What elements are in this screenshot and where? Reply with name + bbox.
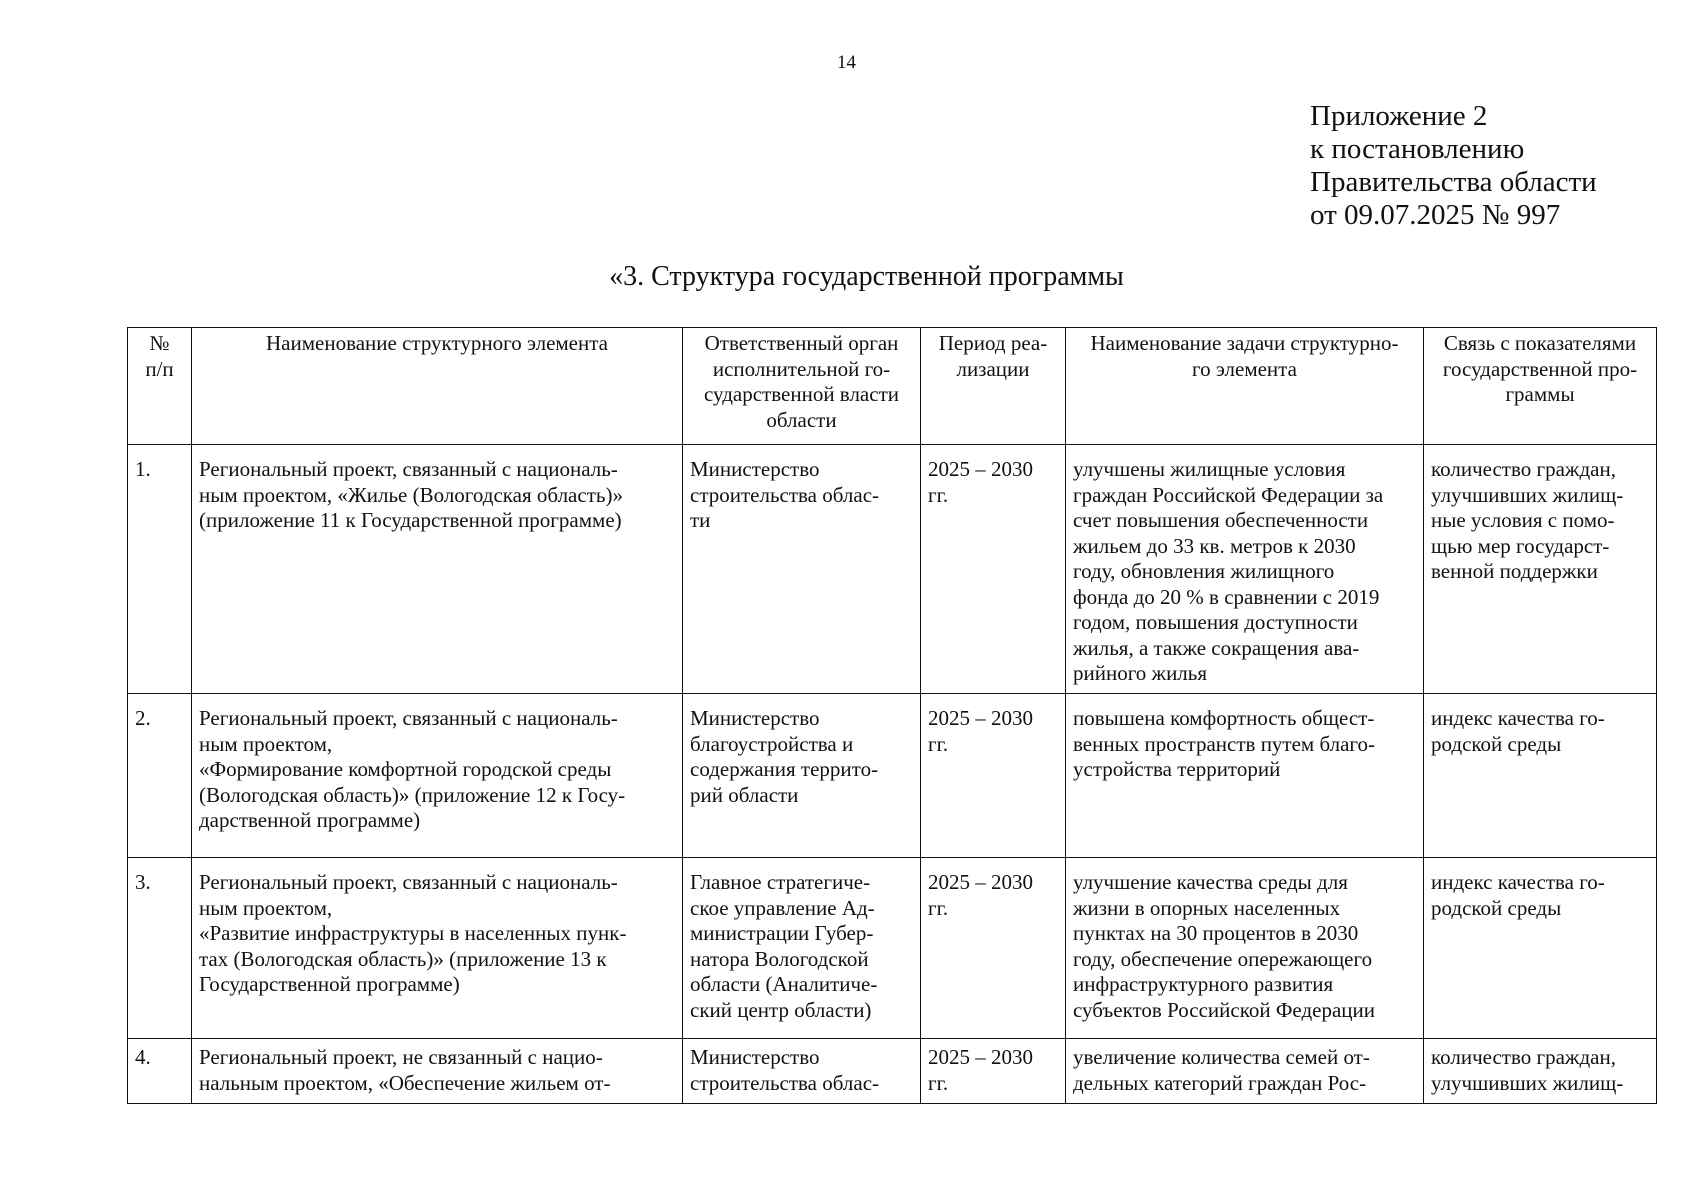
section-title: «3. Структура государственной программы — [609, 261, 1124, 292]
header-num — [128, 328, 192, 445]
row-task-text: увеличение количества семей от- дельных категорий граждан Рос- — [1073, 1045, 1370, 1095]
row-task — [1066, 445, 1424, 694]
table-row — [128, 1039, 1657, 1104]
row-period-text: 2025 – 2030 гг. — [928, 457, 1033, 507]
row-element — [192, 445, 683, 694]
row-authority — [683, 1039, 921, 1104]
row-indicators — [1424, 694, 1657, 858]
row-period — [921, 694, 1066, 858]
table-row — [128, 858, 1657, 1039]
row-period-text: 2025 – 2030 гг. — [928, 1045, 1033, 1095]
appendix-line-3: Правительства области — [1310, 166, 1597, 198]
row-task-text: улучшены жилищные условия граждан Российской Федерации за счет повышения обеспеченности жильем до 33 кв. метров к 2030 году, обновления жилищного фонда до 20 % в сравнении с 2019 годом, повышения доступности жилья, а также сокращения ава- рийного жилья — [1073, 457, 1384, 685]
appendix-block — [1310, 100, 1597, 232]
appendix-line-1: Приложение 2 — [1310, 100, 1488, 132]
row-element — [192, 694, 683, 858]
header-indicators — [1424, 328, 1657, 445]
row-authority — [683, 694, 921, 858]
row-num-text: 1. — [135, 457, 151, 481]
row-indicators-text: количество граждан, улучшивших жилищ- ные условия с помо- щью мер государст- венной поддержки — [1431, 457, 1624, 583]
header-indicators-text: Связь с показателями государственной про- граммы — [1442, 331, 1638, 406]
row-period — [921, 1039, 1066, 1104]
header-period-text: Период реа- лизации — [938, 331, 1048, 381]
row-element-text: Региональный проект, не связанный с нацио- нальным проектом, «Обеспечение жильем от- — [199, 1045, 611, 1095]
row-indicators-text: индекс качества го- родской среды — [1431, 870, 1605, 920]
row-num — [128, 858, 192, 1039]
header-task — [1066, 328, 1424, 445]
row-authority — [683, 858, 921, 1039]
header-element-text: Наименование структурного элемента — [266, 331, 608, 355]
row-period-text: 2025 – 2030 гг. — [928, 870, 1033, 920]
row-authority-text: Министерство благоустройства и содержания террито- рий области — [690, 706, 879, 807]
row-element-text: Региональный проект, связанный с националь- ным проектом, «Формирование комфортной городской среды (Вологодская область)» (приложение 12 к Госу- дарственной программе) — [199, 706, 626, 832]
appendix-line-2: к постановлению — [1310, 133, 1525, 165]
appendix-line-4: от 09.07.2025 № 997 — [1310, 199, 1561, 231]
row-num-text: 2. — [135, 706, 151, 730]
row-indicators — [1424, 445, 1657, 694]
row-indicators — [1424, 858, 1657, 1039]
row-element — [192, 1039, 683, 1104]
row-element — [192, 858, 683, 1039]
row-element-text: Региональный проект, связанный с националь- ным проектом, «Жилье (Вологодская область)» (приложение 11 к Государственной программе) — [199, 457, 623, 532]
row-task — [1066, 858, 1424, 1039]
row-authority-text: Главное стратегиче- ское управление Ад- министрации Губер- натора Вологодской области (Аналитиче- ский центр области) — [690, 870, 878, 1022]
header-task-text: Наименование задачи структурно- го элемента — [1090, 331, 1399, 381]
row-indicators-text: количество граждан, улучшивших жилищ- — [1431, 1045, 1624, 1095]
row-num — [128, 445, 192, 694]
row-task-text: повышена комфортность общест- венных пространств путем благо- устройства территорий — [1073, 706, 1376, 781]
row-period — [921, 858, 1066, 1039]
header-period — [921, 328, 1066, 445]
row-task — [1066, 1039, 1424, 1104]
row-task-text: улучшение качества среды для жизни в опорных населенных пунктах на 30 процентов в 2030 году, обеспечение опережающего инфраструктурного развития субъектов Российской Федерации — [1073, 870, 1376, 1022]
row-authority — [683, 445, 921, 694]
row-num — [128, 694, 192, 858]
row-authority-text: Министерство строительства облас- ти — [690, 457, 880, 532]
row-period-text: 2025 – 2030 гг. — [928, 706, 1033, 756]
program-structure-table — [127, 327, 1657, 1104]
row-indicators — [1424, 1039, 1657, 1104]
row-period — [921, 445, 1066, 694]
row-num — [128, 1039, 192, 1104]
header-authority-text: Ответственный орган исполнительной го- сударственной власти области — [704, 331, 899, 432]
header-num-text: № п/п — [145, 331, 174, 381]
header-authority — [683, 328, 921, 445]
table-header-row — [128, 328, 1657, 445]
row-num-text: 4. — [135, 1045, 151, 1069]
page-number: 14 — [837, 52, 856, 73]
row-element-text: Региональный проект, связанный с националь- ным проектом, «Развитие инфраструктуры в населенных пунк- тах (Вологодская область)» (приложение 13 к Государственной программе) — [199, 870, 627, 996]
row-authority-text: Министерство строительства облас- — [690, 1045, 880, 1095]
row-indicators-text: индекс качества го- родской среды — [1431, 706, 1605, 756]
table-row — [128, 694, 1657, 858]
header-element — [192, 328, 683, 445]
table-row — [128, 445, 1657, 694]
row-task — [1066, 694, 1424, 858]
row-num-text: 3. — [135, 870, 151, 894]
